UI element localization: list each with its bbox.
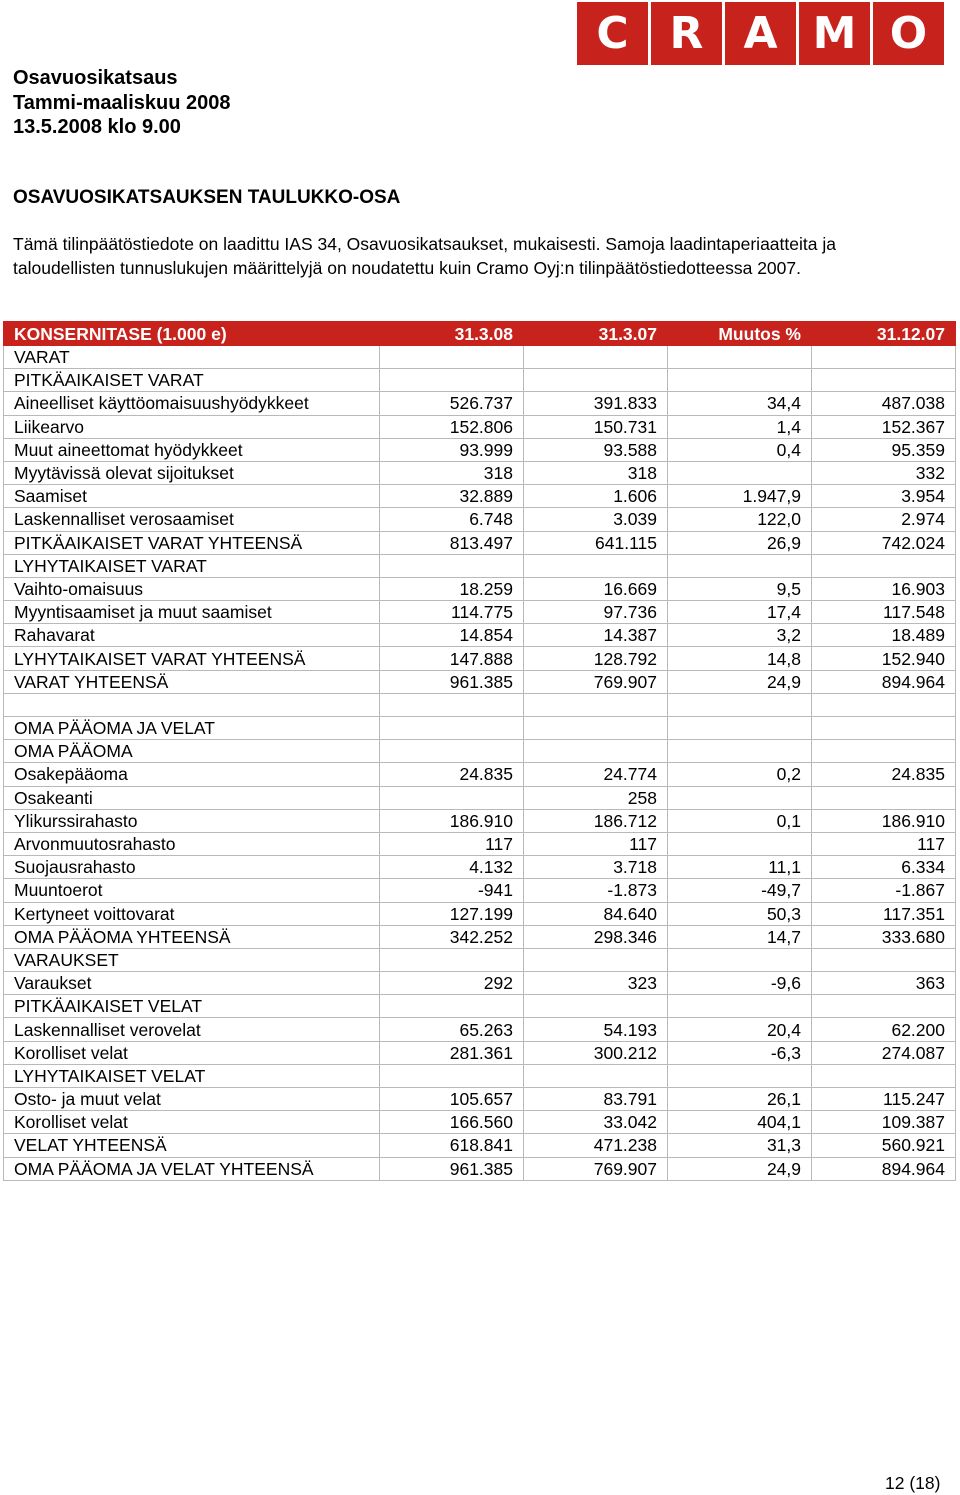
section-title: OSAVUOSIKATSAUKSEN TAULUKKO-OSA (13, 187, 401, 208)
row-label: PITKÄAIKAISET VARAT (4, 369, 380, 392)
table-row (4, 438, 956, 461)
row-value: 961.385 (380, 670, 524, 693)
row-value: 122,0 (668, 508, 812, 531)
table-row (4, 415, 956, 438)
table-body (4, 346, 956, 1181)
table-row (4, 1134, 956, 1157)
row-label: Muut aineettomat hyödykkeet (4, 438, 380, 461)
row-value: 117 (380, 832, 524, 855)
row-value (524, 948, 668, 971)
row-value (380, 948, 524, 971)
row-value (668, 995, 812, 1018)
logo-letter-c: C (577, 2, 648, 65)
row-label: Liikearvo (4, 415, 380, 438)
row-value: 32.889 (380, 485, 524, 508)
row-value: 769.907 (524, 1157, 668, 1180)
row-label: LYHYTAIKAISET VARAT YHTEENSÄ (4, 647, 380, 670)
table-row (4, 809, 956, 832)
table-row (4, 1088, 956, 1111)
row-value: 24.774 (524, 763, 668, 786)
row-value: 641.115 (524, 531, 668, 554)
row-value: 4.132 (380, 856, 524, 879)
row-label: Varaukset (4, 972, 380, 995)
row-label: OMA PÄÄOMA JA VELAT (4, 717, 380, 740)
row-value (524, 369, 668, 392)
intro-line-2: taloudellisten tunnuslukujen määrittelyjä on noudatettu kuin Cramo Oyj:n tilinpäätöstiedotteessa 2007. (13, 258, 801, 278)
row-label: VARAT YHTEENSÄ (4, 670, 380, 693)
row-value: 961.385 (380, 1157, 524, 1180)
row-value: 114.775 (380, 601, 524, 624)
row-label (4, 693, 380, 716)
row-value: 95.359 (812, 438, 956, 461)
row-value: 54.193 (524, 1018, 668, 1041)
row-value: 258 (524, 786, 668, 809)
row-value: 127.199 (380, 902, 524, 925)
row-value: 105.657 (380, 1088, 524, 1111)
row-value: 332 (812, 461, 956, 484)
table-header-row (4, 322, 956, 346)
logo-letter-a: A (725, 2, 796, 65)
row-value: 6.748 (380, 508, 524, 531)
row-value: 24.835 (812, 763, 956, 786)
row-value: 186.910 (380, 809, 524, 832)
row-value: 3,2 (668, 624, 812, 647)
table-row (4, 624, 956, 647)
row-value: 6.334 (812, 856, 956, 879)
table-row (4, 972, 956, 995)
row-value: 2.974 (812, 508, 956, 531)
row-value: 742.024 (812, 531, 956, 554)
intro-line-1: Tämä tilinpäätöstiedote on laadittu IAS 34, Osavuosikatsaukset, mukaisesti. Samoja laadintaperiaatteita ja (13, 234, 836, 254)
row-value: -49,7 (668, 879, 812, 902)
row-value: 65.263 (380, 1018, 524, 1041)
row-value: 487.038 (812, 392, 956, 415)
row-value: 20,4 (668, 1018, 812, 1041)
row-value (380, 369, 524, 392)
row-value: 97.736 (524, 601, 668, 624)
row-value: 33.042 (524, 1111, 668, 1134)
row-label: Kertyneet voittovarat (4, 902, 380, 925)
row-value: 62.200 (812, 1018, 956, 1041)
header-cell-title: KONSERNITASE (1.000 e) (4, 322, 380, 346)
row-value: 26,1 (668, 1088, 812, 1111)
row-label: OMA PÄÄOMA (4, 740, 380, 763)
row-value (668, 1064, 812, 1087)
row-value: 117 (812, 832, 956, 855)
row-label: Ylikurssirahasto (4, 809, 380, 832)
table-row (4, 856, 956, 879)
row-value (812, 740, 956, 763)
row-value (524, 346, 668, 369)
row-value: 769.907 (524, 670, 668, 693)
row-value: 166.560 (380, 1111, 524, 1134)
table-row (4, 670, 956, 693)
row-value (524, 693, 668, 716)
table-row (4, 1064, 956, 1087)
row-label: PITKÄAIKAISET VELAT (4, 995, 380, 1018)
row-value: 618.841 (380, 1134, 524, 1157)
row-label: VARAUKSET (4, 948, 380, 971)
header-cell-date-1: 31.3.08 (380, 322, 524, 346)
cramo-logo (577, 2, 944, 65)
table-row (4, 1041, 956, 1064)
logo-letter-o: O (873, 2, 944, 65)
table-row (4, 925, 956, 948)
row-value: 0,2 (668, 763, 812, 786)
row-value (524, 717, 668, 740)
row-value (812, 346, 956, 369)
row-value: 117.548 (812, 601, 956, 624)
row-value (812, 693, 956, 716)
row-value: 0,1 (668, 809, 812, 832)
logo-letter-r: R (651, 2, 722, 65)
row-label: Saamiset (4, 485, 380, 508)
row-value: 1,4 (668, 415, 812, 438)
table-row (4, 461, 956, 484)
logo-letter-m: M (799, 2, 870, 65)
row-value (812, 948, 956, 971)
row-value: 117.351 (812, 902, 956, 925)
table-row (4, 995, 956, 1018)
header-title: Osavuosikatsaus (13, 67, 178, 89)
header-period: Tammi-maaliskuu 2008 (13, 91, 231, 114)
row-value: 152.367 (812, 415, 956, 438)
row-value: 298.346 (524, 925, 668, 948)
row-label: OMA PÄÄOMA JA VELAT YHTEENSÄ (4, 1157, 380, 1180)
row-value (812, 554, 956, 577)
table-row (4, 577, 956, 600)
row-value: -6,3 (668, 1041, 812, 1064)
row-value: 323 (524, 972, 668, 995)
row-value (812, 995, 956, 1018)
row-label: Osakepääoma (4, 763, 380, 786)
row-value: 894.964 (812, 670, 956, 693)
table-row (4, 740, 956, 763)
row-label: Suojausrahasto (4, 856, 380, 879)
row-label: Myytävissä olevat sijoitukset (4, 461, 380, 484)
row-value: 300.212 (524, 1041, 668, 1064)
row-label: VELAT YHTEENSÄ (4, 1134, 380, 1157)
row-value: 333.680 (812, 925, 956, 948)
row-value (524, 995, 668, 1018)
row-value: 26,9 (668, 531, 812, 554)
row-value (668, 693, 812, 716)
table-row (4, 786, 956, 809)
row-value: 93.999 (380, 438, 524, 461)
row-value: 17,4 (668, 601, 812, 624)
row-value: 31,3 (668, 1134, 812, 1157)
table-row (4, 763, 956, 786)
row-value: 14,8 (668, 647, 812, 670)
row-value: 109.387 (812, 1111, 956, 1134)
row-value: -9,6 (668, 972, 812, 995)
row-label: Aineelliset käyttöomaisuushyödykkeet (4, 392, 380, 415)
row-label: LYHYTAIKAISET VARAT (4, 554, 380, 577)
row-label: Muuntoerot (4, 879, 380, 902)
row-label: VARAT (4, 346, 380, 369)
header-datetime: 13.5.2008 klo 9.00 (13, 116, 181, 138)
row-value: 14.854 (380, 624, 524, 647)
row-value: 526.737 (380, 392, 524, 415)
row-value: 11,1 (668, 856, 812, 879)
row-value: 93.588 (524, 438, 668, 461)
row-value (380, 717, 524, 740)
row-value: 342.252 (380, 925, 524, 948)
row-value: 147.888 (380, 647, 524, 670)
header-cell-date-3: 31.12.07 (812, 322, 956, 346)
row-value: 318 (380, 461, 524, 484)
row-value: 16.669 (524, 577, 668, 600)
row-value (668, 461, 812, 484)
row-value (524, 740, 668, 763)
row-value (668, 554, 812, 577)
page-number: 12 (18) (885, 1473, 941, 1493)
row-value (380, 740, 524, 763)
row-value: -1.873 (524, 879, 668, 902)
row-label: PITKÄAIKAISET VARAT YHTEENSÄ (4, 531, 380, 554)
row-value (380, 995, 524, 1018)
row-value: 24,9 (668, 670, 812, 693)
row-value: 471.238 (524, 1134, 668, 1157)
table-row (4, 902, 956, 925)
row-label: LYHYTAIKAISET VELAT (4, 1064, 380, 1087)
row-label: Arvonmuutosrahasto (4, 832, 380, 855)
row-label: Korolliset velat (4, 1111, 380, 1134)
row-value: 115.247 (812, 1088, 956, 1111)
row-label: Osakeanti (4, 786, 380, 809)
row-value: 813.497 (380, 531, 524, 554)
row-value (812, 1064, 956, 1087)
row-value: 3.718 (524, 856, 668, 879)
row-value: 391.833 (524, 392, 668, 415)
row-value: 292 (380, 972, 524, 995)
row-value: -941 (380, 879, 524, 902)
row-value: 152.940 (812, 647, 956, 670)
balance-sheet-table (3, 321, 956, 1181)
row-value: 34,4 (668, 392, 812, 415)
document-header (13, 66, 231, 140)
row-value (380, 786, 524, 809)
row-value: 894.964 (812, 1157, 956, 1180)
row-value (380, 346, 524, 369)
table-row (4, 717, 956, 740)
table-row (4, 601, 956, 624)
row-value: 50,3 (668, 902, 812, 925)
row-value: 18.489 (812, 624, 956, 647)
row-value (668, 832, 812, 855)
row-value: -1.867 (812, 879, 956, 902)
row-label: OMA PÄÄOMA YHTEENSÄ (4, 925, 380, 948)
row-value: 83.791 (524, 1088, 668, 1111)
row-value (668, 948, 812, 971)
row-value (812, 369, 956, 392)
row-value: 3.954 (812, 485, 956, 508)
row-value (668, 740, 812, 763)
table-row (4, 879, 956, 902)
table-row (4, 1157, 956, 1180)
row-value: 84.640 (524, 902, 668, 925)
row-value (380, 693, 524, 716)
row-value: 281.361 (380, 1041, 524, 1064)
row-value: 1.947,9 (668, 485, 812, 508)
table-row (4, 693, 956, 716)
row-value: 117 (524, 832, 668, 855)
table-row (4, 832, 956, 855)
row-label: Myyntisaamiset ja muut saamiset (4, 601, 380, 624)
row-value: 150.731 (524, 415, 668, 438)
row-value: 14.387 (524, 624, 668, 647)
row-value: 128.792 (524, 647, 668, 670)
row-value: 274.087 (812, 1041, 956, 1064)
row-label: Korolliset velat (4, 1041, 380, 1064)
row-value (812, 786, 956, 809)
row-value (524, 554, 668, 577)
row-value: 560.921 (812, 1134, 956, 1157)
row-value: 14,7 (668, 925, 812, 948)
table-row (4, 369, 956, 392)
table-row (4, 647, 956, 670)
row-label: Osto- ja muut velat (4, 1088, 380, 1111)
row-label: Laskennalliset verosaamiset (4, 508, 380, 531)
header-cell-change: Muutos % (668, 322, 812, 346)
header-cell-date-2: 31.3.07 (524, 322, 668, 346)
intro-paragraph (13, 232, 948, 280)
row-label: Rahavarat (4, 624, 380, 647)
row-value: 186.712 (524, 809, 668, 832)
table-row (4, 508, 956, 531)
row-label: Laskennalliset verovelat (4, 1018, 380, 1041)
row-value: 152.806 (380, 415, 524, 438)
table-row (4, 531, 956, 554)
row-value: 363 (812, 972, 956, 995)
row-value: 24,9 (668, 1157, 812, 1180)
table-row (4, 1111, 956, 1134)
row-value: 18.259 (380, 577, 524, 600)
table-row (4, 1018, 956, 1041)
table-row (4, 346, 956, 369)
row-value: 404,1 (668, 1111, 812, 1134)
row-value (668, 369, 812, 392)
row-value: 24.835 (380, 763, 524, 786)
row-value: 9,5 (668, 577, 812, 600)
row-value (668, 786, 812, 809)
row-value: 0,4 (668, 438, 812, 461)
row-value: 1.606 (524, 485, 668, 508)
row-value: 186.910 (812, 809, 956, 832)
row-value (380, 1064, 524, 1087)
row-value (380, 554, 524, 577)
row-value (668, 717, 812, 740)
row-value (668, 346, 812, 369)
row-label: Vaihto-omaisuus (4, 577, 380, 600)
row-value: 318 (524, 461, 668, 484)
row-value: 3.039 (524, 508, 668, 531)
row-value: 16.903 (812, 577, 956, 600)
table-row (4, 554, 956, 577)
row-value (812, 717, 956, 740)
table-row (4, 948, 956, 971)
table-row (4, 392, 956, 415)
row-value (524, 1064, 668, 1087)
table-row (4, 485, 956, 508)
